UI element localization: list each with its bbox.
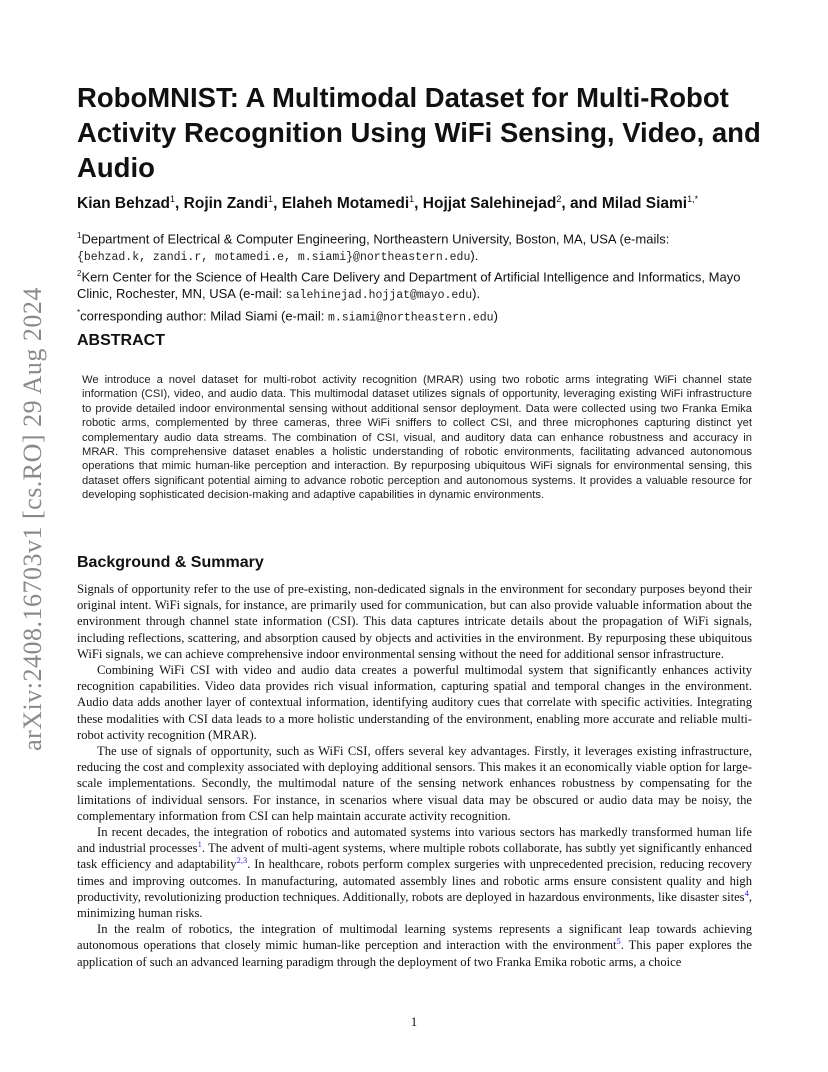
abstract-heading: ABSTRACT xyxy=(77,332,165,349)
author-affiliation-mark: 1 xyxy=(170,194,176,204)
author-name: Hojjat Salehinejad xyxy=(422,195,557,213)
paragraph-4: In recent decades, the integration of robotics and automated systems into various sectors has markedly transformed human life and industrial processes$^1$. The advent of multi-agent systems, where multiple robots collaborate, has subtly yet significantly enhanced task efficiency and adaptability$^{2,3}$. In healthcare, robots perform complex surgeries with unprecedented precision, reducing recovery times and improving outcomes. In manufacturing, automated assembly lines and robotic arms ensure consistent quality and high productivity, revolutionizing production techniques. Additionally, robots are deployed in hazardous environments, like disaster sites$^4$, minimizing human risks. xyxy=(77,825,752,921)
author-affiliation-mark: 1 xyxy=(409,194,415,204)
body-text xyxy=(77,581,752,970)
corresponding-author: *corresponding author: Milad Siami (e-mail: m.siami@northeastern.edu) xyxy=(77,307,498,324)
paragraph-3: The use of signals of opportunity, such as WiFi CSI, offers several key advantages. Firstly, it leverages existing infrastructure, reducing the cost and complexity associated with deploying additional sensors. This makes it an economically viable option for large-scale implementations. Secondly, the multimodal nature of the sensing network enhances robustness by compensating for the limitations of individual sensors. For instance, in scenarios where visual data may be obscured or audio data may be noisy, the complementary information from CSI can help maintain accurate activity recognition. xyxy=(77,744,752,823)
citation-link[interactable]: 4 xyxy=(744,887,749,898)
author-name: Milad Siami xyxy=(601,195,688,213)
paragraph-2: Combining WiFi CSI with video and audio data creates a powerful multimodal system that significantly enhances activity recognition capabilities. Video data provides rich visual information, capturing spatial and temporal changes in the environment. Audio data adds another layer of contextual information, identifying auditory cues that correlate with specific activities. Integrating these modalities with CSI data leads to a more holistic understanding of the environment, enabling more accurate and reliable multi-robot activity recognition (MRAR). xyxy=(77,663,752,742)
arxiv-identifier-stamp: arXiv:2408.16703v1 [cs.RO] 29 Aug 2024 xyxy=(18,287,48,751)
paragraph-1: Signals of opportunity refer to the use of pre-existing, non-dedicated signals in the environment for secondary purposes beyond their original intent. WiFi signals, for instance, are primarily used for communication, but can also provide valuable information about the environment through channel state information (CSI). This data captures intricate details about the propagation of WiFi signals, including reflections, scattering, and absorption caused by objects and activities in the environment. By repurposing these ubiquitous WiFi signals, we can achieve comprehensive indoor environmental sensing without the need for additional sensor infrastructure. xyxy=(77,582,752,661)
abstract-text: We introduce a novel dataset for multi-robot activity recognition (MRAR) using two robotic arms integrating WiFi channel state information (CSI), video, and audio data. This multimodal dataset utilizes signals of opportunity, leveraging existing WiFi infrastructure to provide detailed indoor environmental sensing without additional sensor deployment. Data were collected using two Franka Emika robotic arms, complemented by three cameras, three WiFi sniffers to collect CSI, and three microphones capturing distinct yet complementary audio data streams. The combination of CSI, visual, and auditory data can enhance robustness and accuracy in MRAR. This comprehensive dataset enables a holistic understanding of robotic environments, facilitating advanced autonomous operations that mimic human-like perception and interaction. By repurposing ubiquitous WiFi signals for environmental sensing, this dataset offers significant potential aiming to advance robotic perception and autonomous systems. It provides a valuable resource for developing sophisticated decision-making and adaptive capabilities in dynamic environments. xyxy=(82,374,752,502)
affiliation-2: $^2$Kern Center for the Science of Health Care Delivery and Department of Artificial Intelligence and Informatics, Mayo Clinic, Rochester, MN, USA (e-mail: salehinejad.hojjat@mayo.edu). xyxy=(77,269,741,303)
paragraph-5: In the realm of robotics, the integration of multimodal learning systems represents a significant leap towards achieving autonomous operations that closely mimic human-like perception and interaction with the environment$^5$. This paper explores the application of such an advanced learning paradigm through the deployment of two Franka Emika robotic arms, a choice xyxy=(77,922,753,969)
affiliation-1-emails: {behzad.k, zandi.r, motamedi.e, m.siami}@northeastern.edu xyxy=(77,250,471,264)
affiliation-1: $^1$Department of Electrical & Computer Engineering, Northeastern University, Boston, MA, USA (e-mails: {behzad.k, zandi.r, motamedi.e, m.siami}@northeastern.edu). xyxy=(77,231,670,264)
author-name: Rojin Zandi xyxy=(183,195,269,213)
citation-link[interactable]: 5 xyxy=(616,936,621,947)
author-list: Kian Behzad$^1$, Rojin Zandi$^1$, Elaheh Motamedi$^1$, Hojjat Salehinejad$^2$, and Milad Siami$^{1,*}$ xyxy=(77,194,699,213)
affiliations xyxy=(77,228,767,326)
author-name: Kian Behzad xyxy=(77,195,171,213)
corresponding-email: m.siami@northeastern.edu xyxy=(327,310,494,324)
citation-link[interactable]: 1 xyxy=(197,839,202,850)
page-number: 1 xyxy=(410,1014,418,1029)
author-affiliation-mark: 1 xyxy=(268,194,274,204)
citation-link[interactable]: 2,3 xyxy=(236,855,248,866)
affiliation-2-email: salehinejad.hojjat@mayo.edu xyxy=(285,289,473,303)
section-heading-background: Background & Summary xyxy=(77,554,264,571)
author-affiliation-mark: 1,* xyxy=(687,194,699,204)
author-affiliation-mark: 2 xyxy=(556,194,562,204)
author-name: Elaheh Motamedi xyxy=(281,195,410,213)
paper-title: RoboMNIST: A Multimodal Dataset for Multi-Robot Activity Recognition Using WiFi Sensing, Video, and Audio xyxy=(77,82,761,183)
